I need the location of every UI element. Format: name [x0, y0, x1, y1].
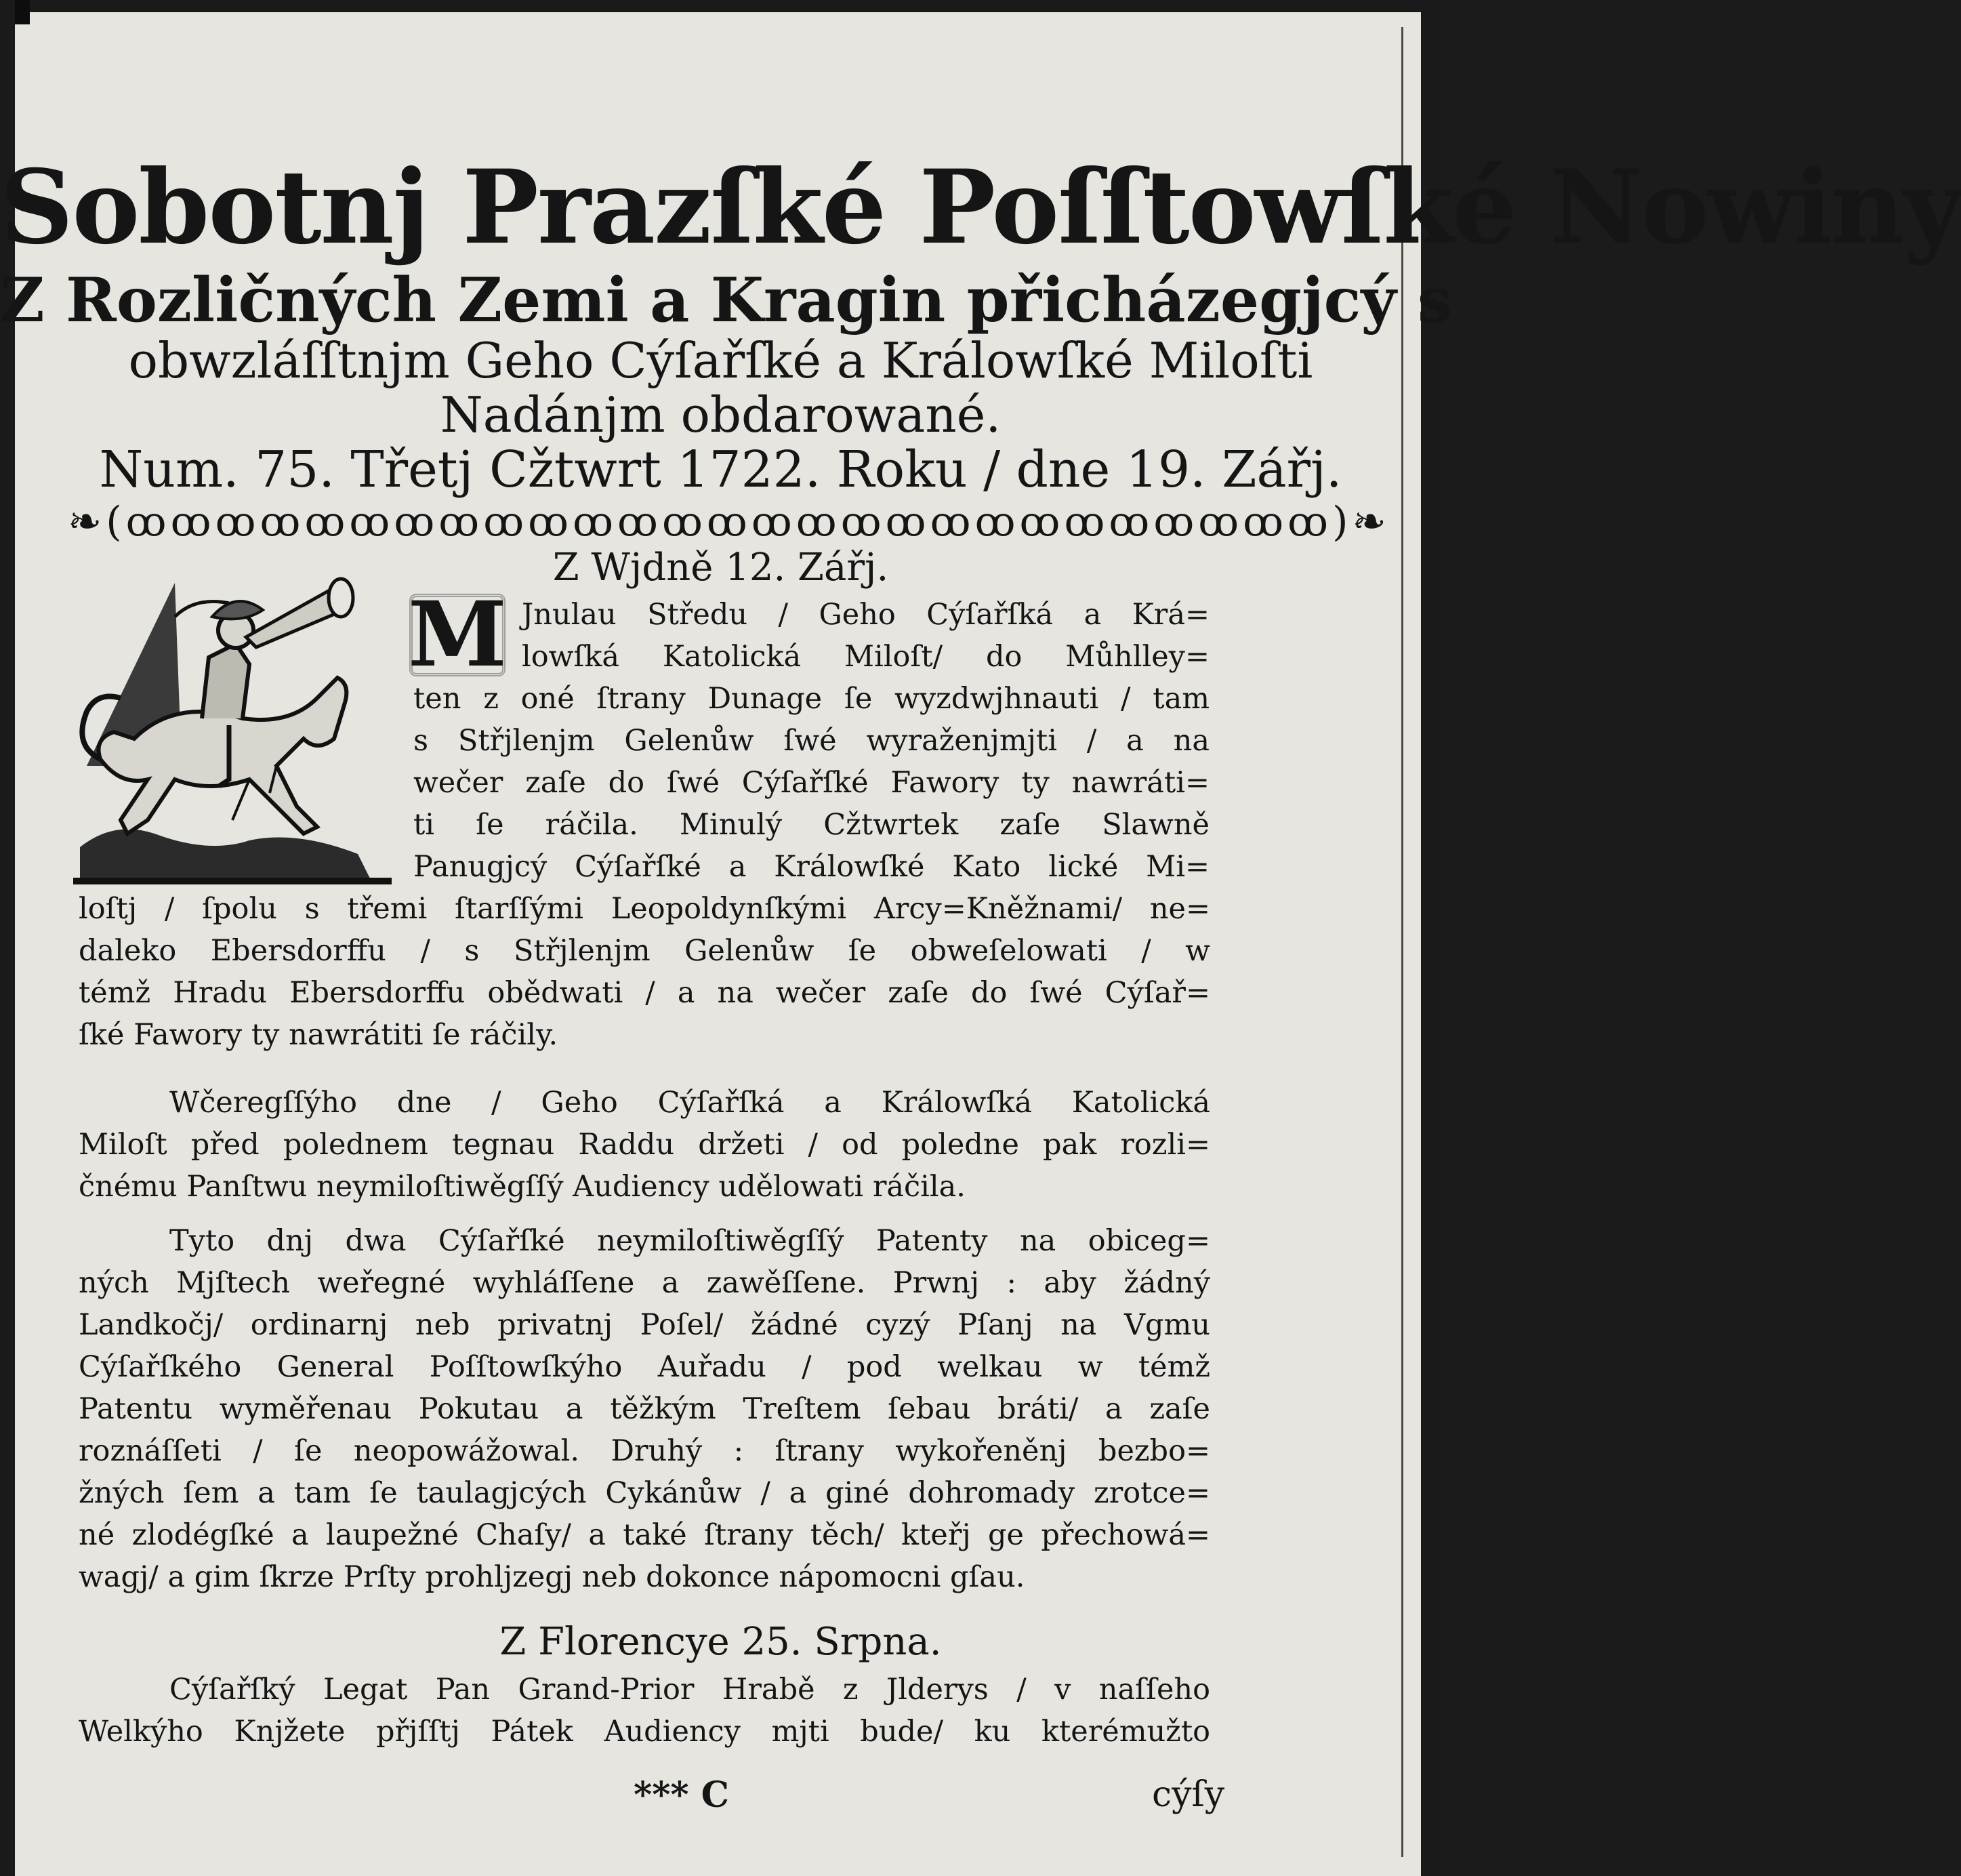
- text-line: Tyto dnj dwa Cýſařſké neymiloſtiwěgſſý Patenty na obiceg=: [169, 1224, 1210, 1258]
- text-line: lowſká Katolická Miloſt/ do Můhlley=: [522, 640, 1210, 674]
- text-line: Wčeregſſýho dne / Geho Cýſařſká a Králowſká Katolická: [169, 1086, 1210, 1120]
- text-line: čnému Panſtwu neymiloſtiwěgſſý Audiency udělowati ráčila.: [79, 1170, 966, 1204]
- masthead-subtitle-1: Z Rozličných Zemi a Kragin přicházegjcý s: [0, 264, 1452, 336]
- text-line: né zlodégſké a laupežné Chaſy/ a také ſtrany těch/ kteřj ge přechowá=: [79, 1518, 1210, 1552]
- drop-cap: M: [407, 582, 508, 687]
- text-line: s Střjlenjm Gelenůw ſwé wyraženjmjti / a na: [413, 724, 1210, 758]
- text-line: ten z oné ſtrany Dunage ſe wyzdwjhnauti / tam: [413, 682, 1210, 716]
- text-line: wečer zaſe do ſwé Cýſařſké Fawory ty nawráti=: [413, 766, 1210, 800]
- text-line: ných Mjſtech weřegné wyhláſſene a zawěſſene. Prwnj : aby žádný: [79, 1266, 1210, 1300]
- text-line: témž Hradu Ebersdorffu obědwati / a na wečer zaſe do ſwé Cýſař=: [79, 976, 1210, 1010]
- masthead-title: Sobotnj Prazſké Poſſtowſké Nowiny: [0, 148, 1961, 267]
- text-line: Patentu wyměřenau Pokutau a těžkým Treſtem ſebau bráti/ a zaſe: [79, 1392, 1210, 1426]
- text-line: Panugjcý Cýſařſké a Králowſké Kato lické Mi=: [413, 850, 1210, 884]
- catchword: cýſy: [1152, 1774, 1225, 1815]
- text-line: žných ſem a tam ſe taulagjcých Cykánůw / a giné dohromady zrotce=: [79, 1476, 1210, 1510]
- post-rider-woodcut-icon: [73, 563, 392, 895]
- text-line: wagj/ a gim ſkrze Prſty prohljzegj neb dokonce nápomocni gſau.: [79, 1560, 1025, 1594]
- masthead-subtitle-2: obwzláſſtnjm Geho Cýſařſké a Králowſké Miloſti: [128, 332, 1313, 389]
- issue-number-date: Num. 75. Třetj Cžtwrt 1722. Roku / dne 19. Zářj.: [99, 441, 1342, 499]
- masthead-subtitle-3: Nadánjm obdarowané.: [440, 386, 1002, 443]
- signature-mark: *** C: [634, 1774, 730, 1816]
- text-line: Landkočj/ ordinarnj neb privatnj Poſel/ žádné cyzý Pſanj na Vgmu: [79, 1308, 1210, 1342]
- scan-corner-mark: [15, 0, 30, 24]
- text-line: Cýſařſkého General Poſſtowſkýho Auřadu / pod welkau w témž: [79, 1350, 1210, 1384]
- text-line: Cýſařſký Legat Pan Grand-Prior Hrabě z Jlderys / v naſſeho: [169, 1673, 1210, 1707]
- text-line: ſké Fawory ty nawrátiti ſe ráčily.: [79, 1018, 558, 1052]
- scan-border-top: [0, 0, 1441, 12]
- text-line: Jnulau Středu / Geho Cýſařſká a Krá=: [522, 598, 1210, 632]
- text-line: daleko Ebersdorffu / s Střjlenjm Gelenůw ſe obweſelowati / w: [79, 934, 1210, 968]
- text-line: Miloſt před polednem tegnau Raddu držeti / od poledne pak rozli=: [79, 1128, 1210, 1162]
- dateline-vienna: Z Wjdně 12. Zářj.: [552, 546, 889, 590]
- text-line: ti ſe ráčila. Minulý Cžtwrtek zaſe Slawně: [413, 808, 1210, 842]
- ornament-rule: ❧(ꝏꝏꝏꝏꝏꝏꝏꝏꝏꝏꝏꝏꝏꝏꝏꝏꝏꝏꝏꝏꝏꝏꝏꝏꝏꝏꝏ)❧: [68, 498, 1390, 546]
- page-footer: [0, 1774, 1441, 1829]
- text-line: roznáſſeti / ſe neopowážowal. Druhý : ſtrany wykořeněnj bezbo=: [79, 1434, 1210, 1468]
- text-line: loſtj / ſpolu s třemi ſtarſſými Leopoldynſkými Arcy=Kněžnami/ ne=: [79, 892, 1210, 926]
- dateline-florence: Z Florencye 25. Srpna.: [499, 1620, 942, 1664]
- text-line: Welkýho Knjžete přjſſtj Pátek Audiency mjti bude/ ku kterémužto: [79, 1715, 1210, 1749]
